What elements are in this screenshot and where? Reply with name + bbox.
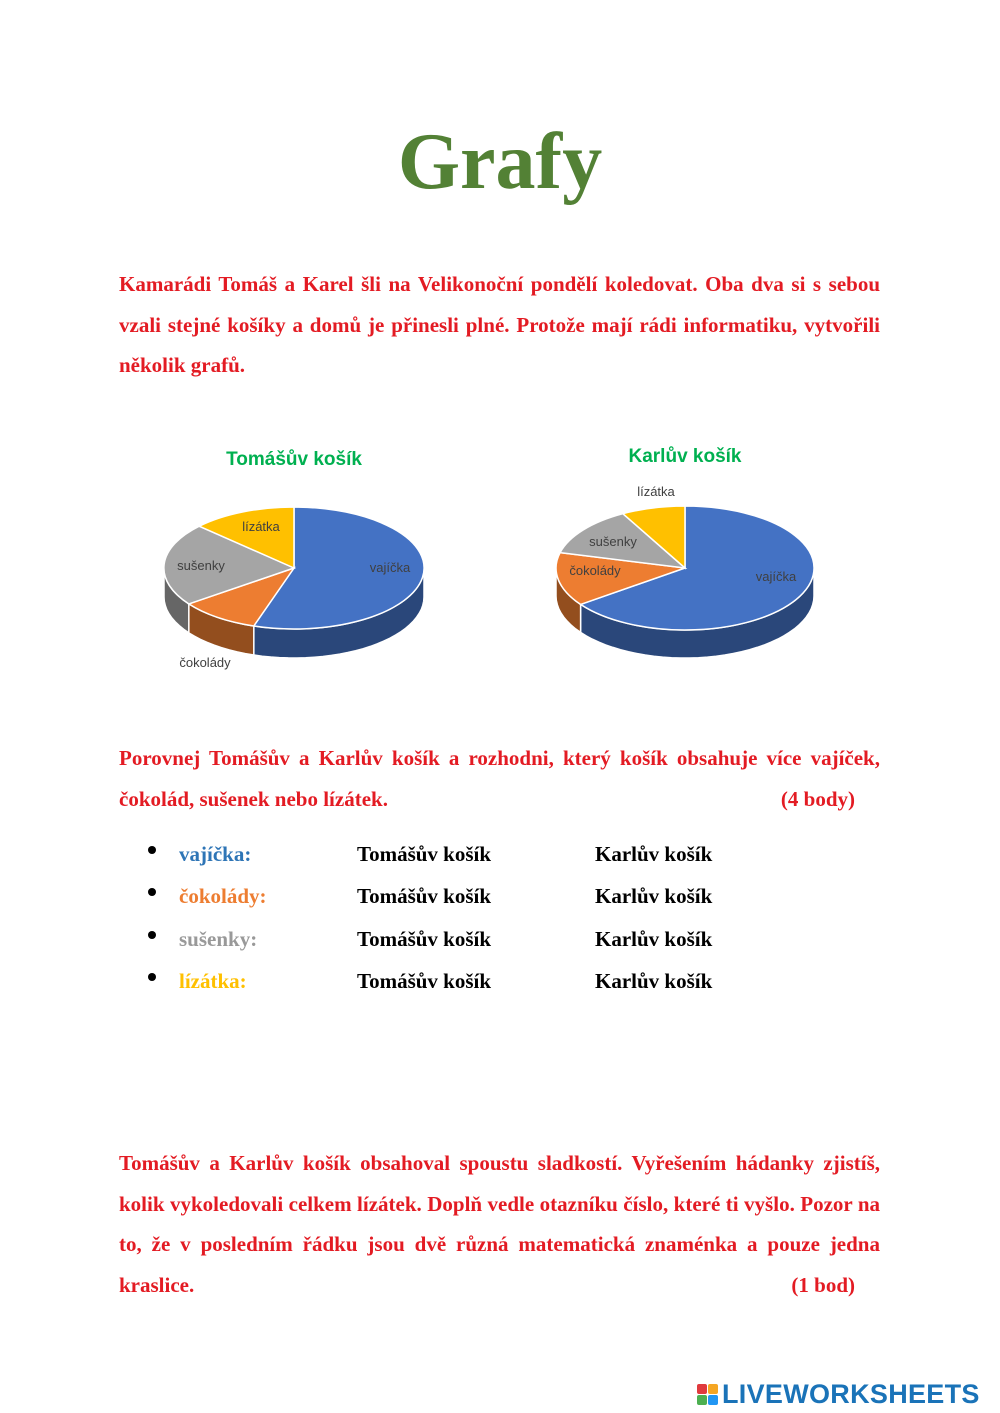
slice-label: lízátka (637, 484, 675, 499)
compare-paragraph (119, 738, 880, 819)
chart-tomas (164, 449, 424, 670)
option-tomas[interactable]: Tomášův košík (357, 884, 492, 909)
bullet-icon (148, 931, 156, 939)
option-tomas[interactable]: Tomášův košík (357, 842, 492, 866)
choice-row (148, 880, 848, 922)
liveworksheets-logo (697, 1377, 980, 1411)
slice-label: vajíčka (755, 569, 797, 584)
option-tomas[interactable]: Tomášův košík (357, 926, 492, 951)
choice-category: lízátka: (179, 968, 247, 993)
bullet-icon (148, 888, 156, 896)
slice-label: čokolády (569, 563, 621, 578)
slice-label: vajíčka (369, 560, 411, 575)
choice-row (148, 838, 848, 880)
riddle-text: Tomášův a Karlův košík obsahoval spoustu sladkostí. Vyřešením hádanky zjistíš, kolik vykoledovali celkem lízátek. Doplň vedle otazníku číslo, které ti vyšlo. Pozor na to, že v posledním řádku jsou dvě různá matematická znaménka a pouze jedna kraslice. (119, 1151, 880, 1297)
choice-category: vajíčka: (179, 842, 252, 866)
choice-row (148, 965, 848, 1007)
choice-category: čokolády: (179, 884, 267, 909)
compare-text: Porovnej Tomášův a Karlův košík a rozhodni, který košík obsahuje více vajíček, čokolád, sušenek nebo lízátek. (119, 746, 880, 811)
intro-paragraph: Kamarádi Tomáš a Karel šli na Velikonoční pondělí koledovat. Oba dva si s sebou vzali stejné košíky a domů je přinesli plné. Protože mají rádi informatiku, vytvořili několik grafů. (119, 272, 880, 377)
slice-label: sušenky (589, 534, 637, 549)
logo-text: LIVEWORKSHEETS (722, 1378, 980, 1409)
pie-charts (0, 430, 1000, 700)
slice-label: lízátka (242, 519, 280, 534)
bullet-icon (148, 846, 156, 854)
choice-list (148, 838, 848, 1007)
choice-category: sušenky: (179, 926, 258, 951)
option-karel[interactable]: Karlův košík (595, 884, 713, 909)
chart-karel (556, 446, 814, 658)
bullet-icon (148, 973, 156, 981)
slice-label: sušenky (177, 558, 225, 573)
riddle-paragraph (119, 1143, 880, 1305)
option-karel[interactable]: Karlův košík (595, 926, 713, 951)
page-title: Grafy (397, 118, 603, 206)
chart-title-tomas: Tomášův košík (226, 449, 362, 470)
logo-mark-icon (697, 1384, 718, 1405)
riddle-points: (1 bod) (791, 1272, 855, 1297)
option-karel[interactable]: Karlův košík (595, 842, 713, 866)
chart-title-karel: Karlův košík (628, 446, 742, 467)
option-karel[interactable]: Karlův košík (595, 968, 713, 993)
choice-row (148, 923, 848, 965)
slice-label: čokolády (179, 655, 231, 670)
compare-points: (4 body) (780, 786, 855, 811)
option-tomas[interactable]: Tomášův košík (357, 968, 492, 993)
